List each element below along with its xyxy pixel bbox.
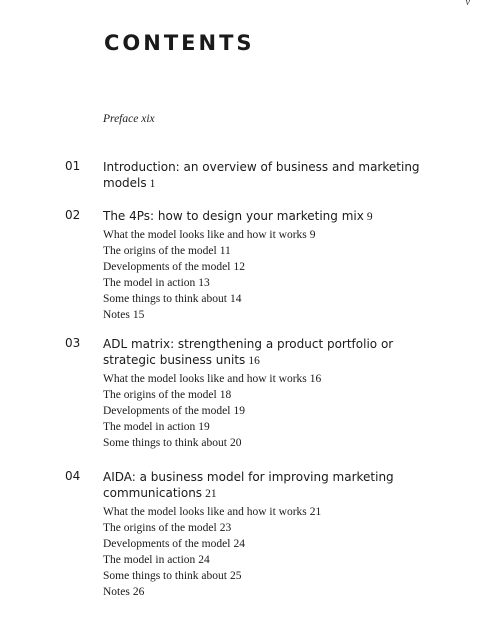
section-entry[interactable]: [103, 552, 497, 568]
chapter-page: 16: [248, 355, 260, 367]
section-label: Some things to think about: [103, 570, 227, 582]
chapter-number: 03: [65, 336, 81, 350]
chapter-title: AIDA: a business model for improving marketing communications: [103, 470, 394, 500]
section-page: 23: [219, 522, 232, 534]
section-entry[interactable]: [103, 584, 497, 600]
section-entry[interactable]: [103, 291, 497, 307]
section-page: 13: [198, 277, 210, 289]
section-entry[interactable]: [103, 520, 497, 536]
section-label: The model in action: [103, 554, 196, 566]
preface-label: Preface: [103, 113, 139, 125]
chapter-title: ADL matrix: strengthening a product portfolio or strategic business units: [103, 337, 394, 367]
chapter-title: Introduction: an overview of business and marketing models: [103, 160, 420, 190]
chapter-entry: [0, 159, 497, 192]
chapter-entry: [0, 336, 497, 451]
section-entry[interactable]: [103, 504, 497, 520]
chapter-page: 1: [149, 178, 156, 190]
chapter-title-line[interactable]: [103, 469, 433, 502]
section-entry[interactable]: [103, 243, 497, 259]
section-entry[interactable]: [103, 536, 497, 552]
section-label: Developments of the model: [103, 261, 231, 273]
contents-heading: CONTENTS: [104, 31, 255, 55]
section-page: 20: [229, 437, 242, 449]
section-entry[interactable]: [103, 568, 497, 584]
section-label: Developments of the model: [103, 405, 231, 417]
preface-entry[interactable]: [103, 113, 155, 125]
section-label: The model in action: [103, 277, 196, 289]
section-label: The origins of the model: [103, 522, 217, 534]
section-page: 26: [132, 586, 145, 598]
section-label: The origins of the model: [103, 389, 217, 401]
section-page: 24: [198, 554, 210, 566]
section-page: 16: [309, 373, 322, 385]
chapter-title: The 4Ps: how to design your marketing mix: [103, 209, 364, 223]
chapter-number: 01: [65, 159, 81, 173]
section-label: Some things to think about: [103, 437, 227, 449]
section-label: Developments of the model: [103, 538, 231, 550]
section-page: 11: [219, 245, 231, 257]
section-label: The origins of the model: [103, 245, 217, 257]
section-page: 24: [233, 538, 245, 550]
section-entry[interactable]: [103, 387, 497, 403]
section-label: What the model looks like and how it works: [103, 506, 307, 518]
chapter-page: 9: [366, 211, 373, 223]
section-page: 21: [309, 506, 322, 518]
chapter-number: 02: [65, 208, 81, 222]
section-label: What the model looks like and how it works: [103, 373, 307, 385]
section-entry[interactable]: [103, 259, 497, 275]
page-number: v: [465, 0, 470, 8]
section-list: [103, 371, 497, 451]
section-label: What the model looks like and how it works: [103, 229, 307, 241]
section-list: [103, 504, 497, 600]
section-entry[interactable]: [103, 435, 497, 451]
section-page: 19: [198, 421, 210, 433]
chapter-title-line[interactable]: [103, 208, 433, 225]
chapter-entry: [0, 469, 497, 600]
section-page: 9: [309, 229, 316, 241]
section-entry[interactable]: [103, 403, 497, 419]
section-entry[interactable]: [103, 419, 497, 435]
chapter-entry: [0, 208, 497, 323]
section-entry[interactable]: [103, 307, 497, 323]
section-label: Some things to think about: [103, 293, 227, 305]
section-label: The model in action: [103, 421, 196, 433]
section-entry[interactable]: [103, 227, 497, 243]
section-page: 19: [233, 405, 245, 417]
chapter-page: 21: [205, 488, 217, 500]
section-page: 18: [219, 389, 232, 401]
chapter-title-line[interactable]: [103, 159, 433, 192]
section-entry[interactable]: [103, 275, 497, 291]
section-page: 12: [233, 261, 245, 273]
section-page: 14: [229, 293, 242, 305]
chapter-number: 04: [65, 469, 81, 483]
section-list: [103, 227, 497, 323]
section-label: Notes: [103, 309, 130, 321]
section-entry[interactable]: [103, 371, 497, 387]
section-page: 15: [132, 309, 145, 321]
preface-page: xix: [141, 113, 155, 125]
section-page: 25: [229, 570, 242, 582]
chapter-title-line[interactable]: [103, 336, 433, 369]
section-label: Notes: [103, 586, 130, 598]
